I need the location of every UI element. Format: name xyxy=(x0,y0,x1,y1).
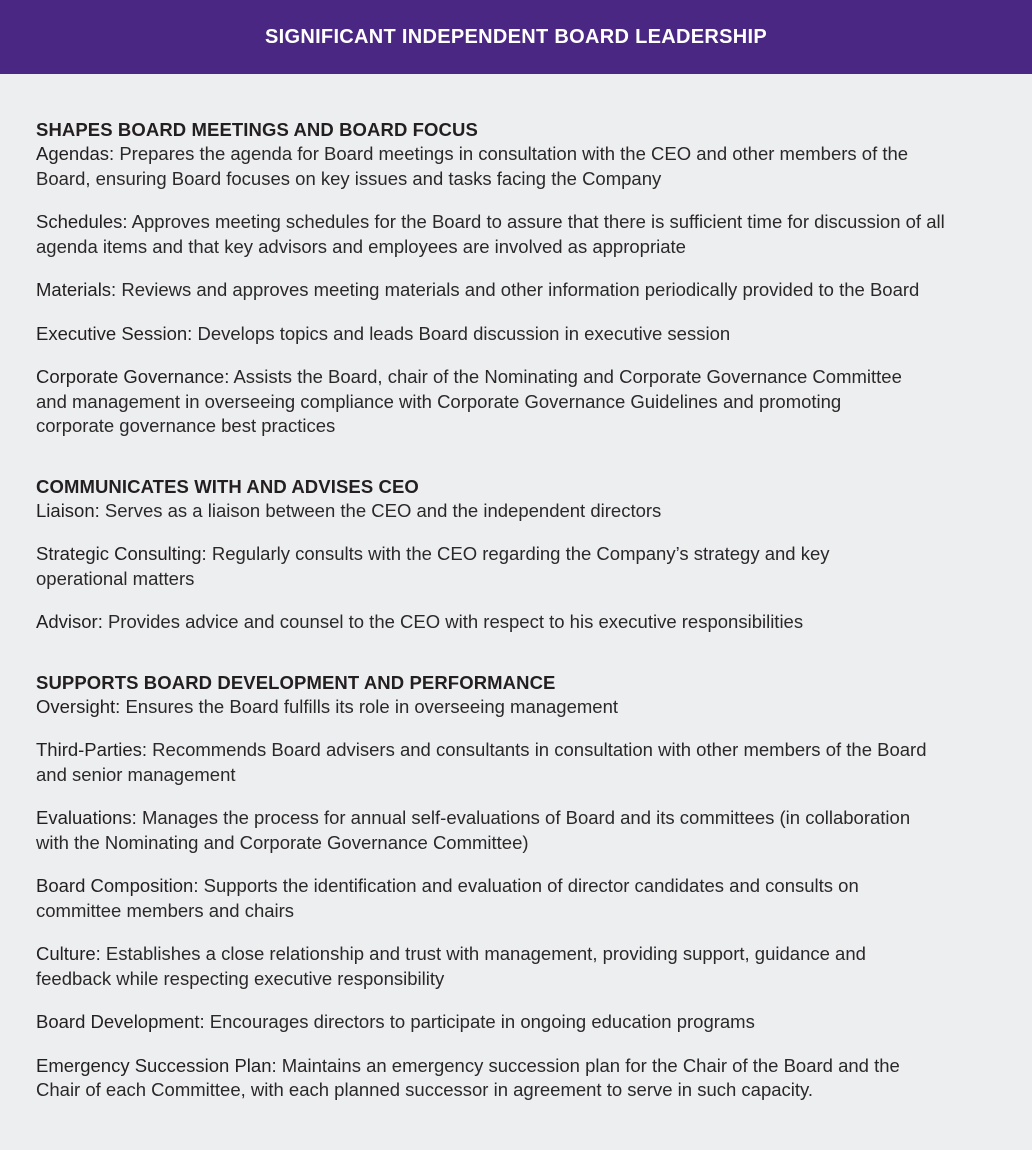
list-item-liaison xyxy=(36,499,936,524)
item-label: Evaluations: xyxy=(36,807,137,828)
list-item-emergency-succession xyxy=(36,1054,936,1103)
item-text: Manages the process for annual self-evaluations of Board and its committees (in collaboration with the Nominating and Corporate Governance Committee) xyxy=(36,807,911,853)
item-label: Emergency Succession Plan: xyxy=(36,1054,277,1076)
item-label: Strategic Consulting: xyxy=(36,543,207,564)
item-text: Provides advice and counsel to the CEO with respect to his executive responsibilities xyxy=(107,611,804,632)
item-text: Assists the Board, chair of the Nominating and Corporate Governance Committee and management in overseeing compliance with Corporate Governance Guidelines and promoting corporate governance best practices xyxy=(36,366,902,436)
item-label: Oversight: xyxy=(36,695,121,717)
item-text: Establishes a close relationship and trust with management, providing support, guidance and feedback while respecting executive responsibility xyxy=(36,943,866,989)
main-content xyxy=(0,74,1032,1103)
list-item-schedules xyxy=(36,210,991,259)
section-communicates-ceo xyxy=(36,475,996,635)
section-heading: COMMUNICATES WITH AND ADVISES CEO xyxy=(36,475,419,497)
list-item-executive-session xyxy=(36,322,991,347)
list-item-evaluations xyxy=(36,806,936,855)
item-label: Board Development: xyxy=(36,1011,205,1032)
list-item-board-composition xyxy=(36,874,936,923)
item-text: Ensures the Board fulfills its role in overseeing management xyxy=(125,695,619,717)
item-label: Schedules: xyxy=(36,211,128,232)
item-label: Board Composition: xyxy=(36,875,199,896)
list-item-culture xyxy=(36,942,936,991)
list-item-materials xyxy=(36,278,991,303)
item-text: Encourages directors to participate in ongoing education programs xyxy=(209,1011,755,1032)
item-text: Develops topics and leads Board discussion in executive session xyxy=(197,322,731,344)
header-banner xyxy=(0,0,1032,74)
item-text: Reviews and approves meeting materials and other information periodically provided to the Board xyxy=(121,279,920,300)
item-text: Regularly consults with the CEO regarding the Company’s strategy and key operational matters xyxy=(36,543,830,589)
item-text: Recommends Board advisers and consultants in consultation with other members of the Board and senior management xyxy=(36,739,927,785)
list-item-strategic-consulting xyxy=(36,542,916,591)
item-label: Advisor: xyxy=(36,611,103,632)
list-item-advisor xyxy=(36,610,936,635)
item-text: Prepares the agenda for Board meetings in consultation with the CEO and other members of the Board, ensuring Board focuses on key issues and tasks facing the Company xyxy=(36,143,909,189)
item-label: Executive Session: xyxy=(36,322,193,344)
item-text: Approves meeting schedules for the Board to assure that there is sufficient time for discussion of all agenda items and that key advisors and employees are involved as appropriate xyxy=(36,211,945,257)
list-item-third-parties xyxy=(36,738,936,787)
section-board-meetings xyxy=(36,118,996,439)
item-label: Culture: xyxy=(36,943,101,964)
page-title: SIGNIFICANT INDEPENDENT BOARD LEADERSHIP xyxy=(264,25,768,48)
item-text: Supports the identification and evaluation of director candidates and consults on committee members and chairs xyxy=(36,875,859,921)
section-board-development xyxy=(36,671,996,1103)
list-item-oversight xyxy=(36,695,936,720)
item-label: Agendas: xyxy=(36,143,115,164)
item-label: Corporate Governance: xyxy=(36,366,230,387)
list-item-agendas xyxy=(36,142,936,191)
item-text: Serves as a liaison between the CEO and the independent directors xyxy=(104,499,662,521)
list-item-board-development xyxy=(36,1010,936,1035)
item-text: Maintains an emergency succession plan for the Chair of the Board and the Chair of each Committee, with each planned successor in agreement to serve in such capacity. xyxy=(36,1054,900,1100)
section-heading: SUPPORTS BOARD DEVELOPMENT AND PERFORMANCE xyxy=(36,671,556,693)
item-label: Third-Parties: xyxy=(36,739,148,760)
section-heading: SHAPES BOARD MEETINGS AND BOARD FOCUS xyxy=(36,119,478,140)
item-label: Liaison: xyxy=(36,499,100,521)
item-label: Materials: xyxy=(36,279,117,300)
list-item-corporate-governance xyxy=(36,365,916,439)
